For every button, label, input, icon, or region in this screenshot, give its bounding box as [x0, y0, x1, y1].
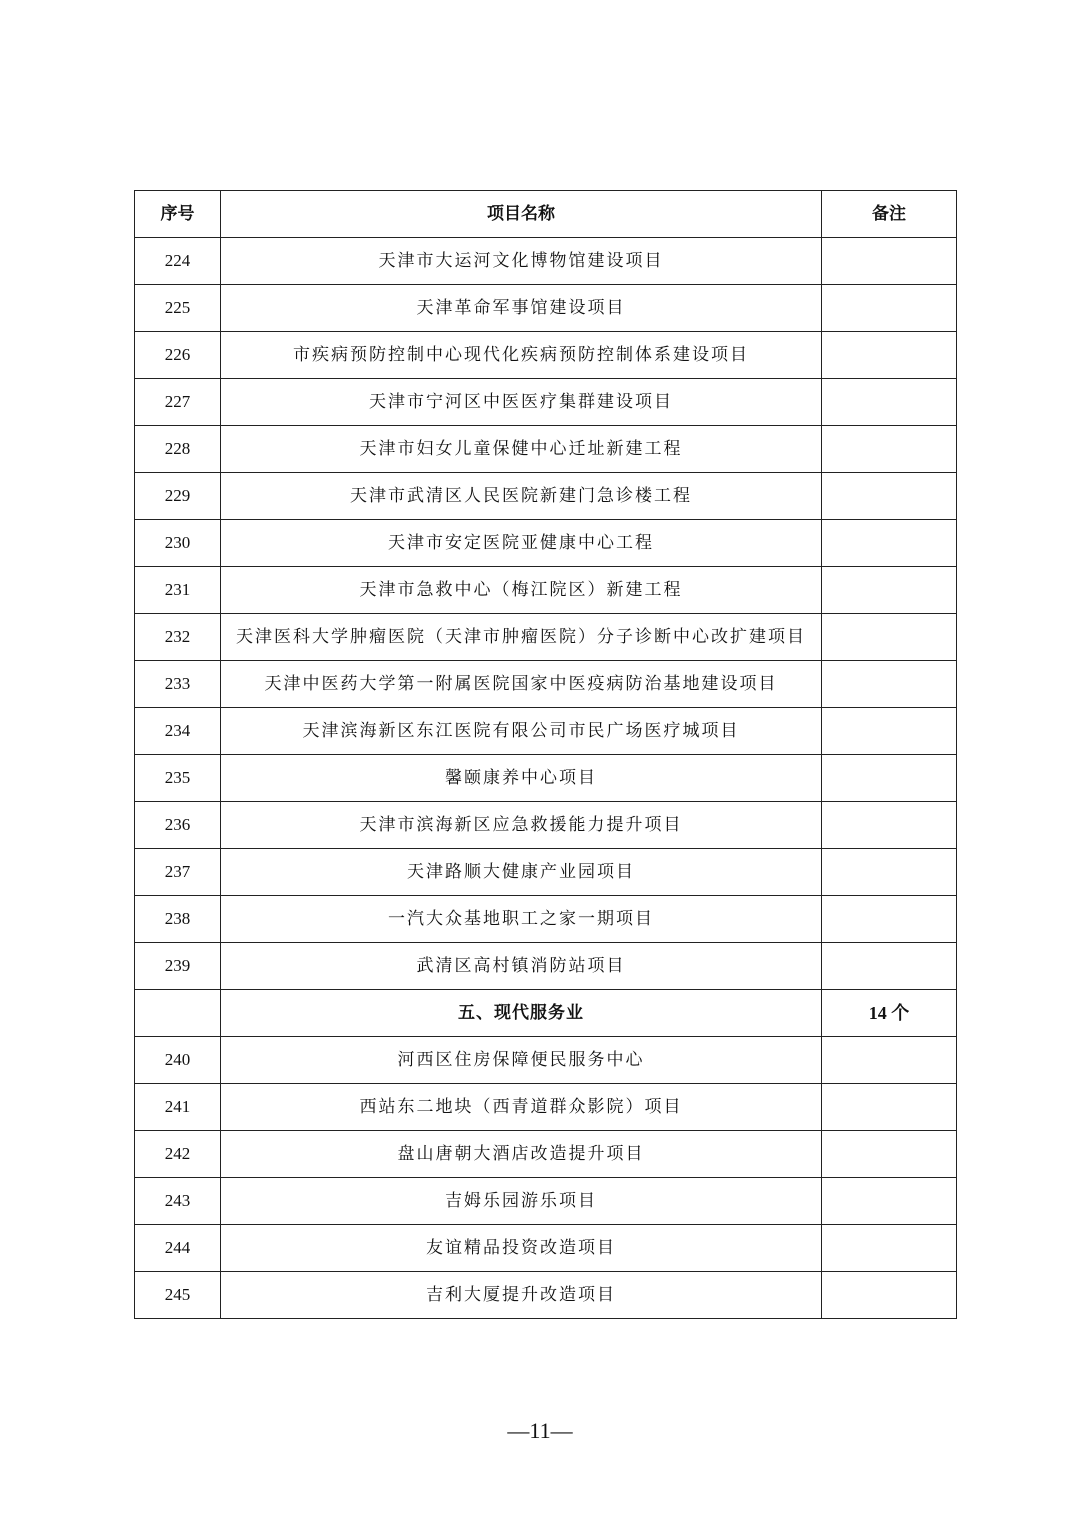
table-row — [135, 426, 957, 473]
row-no: 237 — [135, 849, 221, 896]
row-name: 天津革命军事馆建设项目 — [221, 285, 822, 332]
row-name: 馨颐康养中心项目 — [221, 755, 822, 802]
row-name: 天津市武清区人民医院新建门急诊楼工程 — [221, 473, 822, 520]
row-no: 242 — [135, 1131, 221, 1178]
row-name: 天津市妇女儿童保健中心迁址新建工程 — [221, 426, 822, 473]
table-row — [135, 567, 957, 614]
row-name: 天津市滨海新区应急救援能力提升项目 — [221, 802, 822, 849]
table-row — [135, 614, 957, 661]
table-row — [135, 1131, 957, 1178]
row-name: 吉姆乐园游乐项目 — [221, 1178, 822, 1225]
table-row — [135, 849, 957, 896]
table-row — [135, 661, 957, 708]
row-note — [822, 943, 957, 990]
row-name: 天津市急救中心（梅江院区）新建工程 — [221, 567, 822, 614]
row-no: 236 — [135, 802, 221, 849]
row-note — [822, 1272, 957, 1319]
row-note — [822, 1178, 957, 1225]
row-note — [822, 473, 957, 520]
row-note — [822, 1225, 957, 1272]
row-no: 229 — [135, 473, 221, 520]
row-name: 一汽大众基地职工之家一期项目 — [221, 896, 822, 943]
row-note — [822, 567, 957, 614]
table-row — [135, 1178, 957, 1225]
row-note — [822, 332, 957, 379]
section-count: 14 个 — [822, 990, 957, 1037]
table-row — [135, 1037, 957, 1084]
table-row — [135, 708, 957, 755]
row-note — [822, 849, 957, 896]
table-row — [135, 1225, 957, 1272]
table-row — [135, 379, 957, 426]
row-note — [822, 520, 957, 567]
row-no: 232 — [135, 614, 221, 661]
row-no: 230 — [135, 520, 221, 567]
row-note — [822, 1084, 957, 1131]
row-note — [822, 1037, 957, 1084]
table-row — [135, 238, 957, 285]
row-name: 天津滨海新区东江医院有限公司市民广场医疗城项目 — [221, 708, 822, 755]
project-table — [134, 190, 957, 1319]
row-no: 239 — [135, 943, 221, 990]
table-row — [135, 520, 957, 567]
row-note — [822, 285, 957, 332]
row-name: 天津市宁河区中医医疗集群建设项目 — [221, 379, 822, 426]
row-no: 241 — [135, 1084, 221, 1131]
table-row — [135, 802, 957, 849]
row-no: 243 — [135, 1178, 221, 1225]
row-no: 245 — [135, 1272, 221, 1319]
row-no: 227 — [135, 379, 221, 426]
row-note — [822, 1131, 957, 1178]
table-row — [135, 896, 957, 943]
row-note — [822, 661, 957, 708]
row-no: 238 — [135, 896, 221, 943]
row-no: 226 — [135, 332, 221, 379]
row-no: 235 — [135, 755, 221, 802]
row-name: 天津市大运河文化博物馆建设项目 — [221, 238, 822, 285]
row-name: 河西区住房保障便民服务中心 — [221, 1037, 822, 1084]
row-note — [822, 238, 957, 285]
row-name: 吉利大厦提升改造项目 — [221, 1272, 822, 1319]
row-note — [822, 708, 957, 755]
row-name: 市疾病预防控制中心现代化疾病预防控制体系建设项目 — [221, 332, 822, 379]
row-note — [822, 614, 957, 661]
header-no: 序号 — [135, 191, 221, 238]
row-no: 234 — [135, 708, 221, 755]
row-note — [822, 379, 957, 426]
row-no: 240 — [135, 1037, 221, 1084]
section-no — [135, 990, 221, 1037]
row-name: 天津市安定医院亚健康中心工程 — [221, 520, 822, 567]
row-no: 224 — [135, 238, 221, 285]
row-note — [822, 896, 957, 943]
table-row — [135, 332, 957, 379]
section-title: 五、现代服务业 — [221, 990, 822, 1037]
section-row — [135, 990, 957, 1037]
row-name: 天津路顺大健康产业园项目 — [221, 849, 822, 896]
header-name: 项目名称 — [221, 191, 822, 238]
table-row — [135, 1272, 957, 1319]
table-row — [135, 943, 957, 990]
row-no: 231 — [135, 567, 221, 614]
row-no: 233 — [135, 661, 221, 708]
row-name: 天津医科大学肿瘤医院（天津市肿瘤医院）分子诊断中心改扩建项目 — [221, 614, 822, 661]
table-row — [135, 1084, 957, 1131]
table-row — [135, 755, 957, 802]
table-row — [135, 285, 957, 332]
table-row — [135, 473, 957, 520]
row-note — [822, 755, 957, 802]
header-note: 备注 — [822, 191, 957, 238]
row-no: 228 — [135, 426, 221, 473]
row-name: 武清区高村镇消防站项目 — [221, 943, 822, 990]
row-name: 盘山唐朝大酒店改造提升项目 — [221, 1131, 822, 1178]
row-note — [822, 802, 957, 849]
row-name: 西站东二地块（西青道群众影院）项目 — [221, 1084, 822, 1131]
row-no: 244 — [135, 1225, 221, 1272]
row-name: 友谊精品投资改造项目 — [221, 1225, 822, 1272]
row-name: 天津中医药大学第一附属医院国家中医疫病防治基地建设项目 — [221, 661, 822, 708]
row-note — [822, 426, 957, 473]
page-number: —11— — [507, 1418, 573, 1443]
row-no: 225 — [135, 285, 221, 332]
table-header-row — [135, 191, 957, 238]
